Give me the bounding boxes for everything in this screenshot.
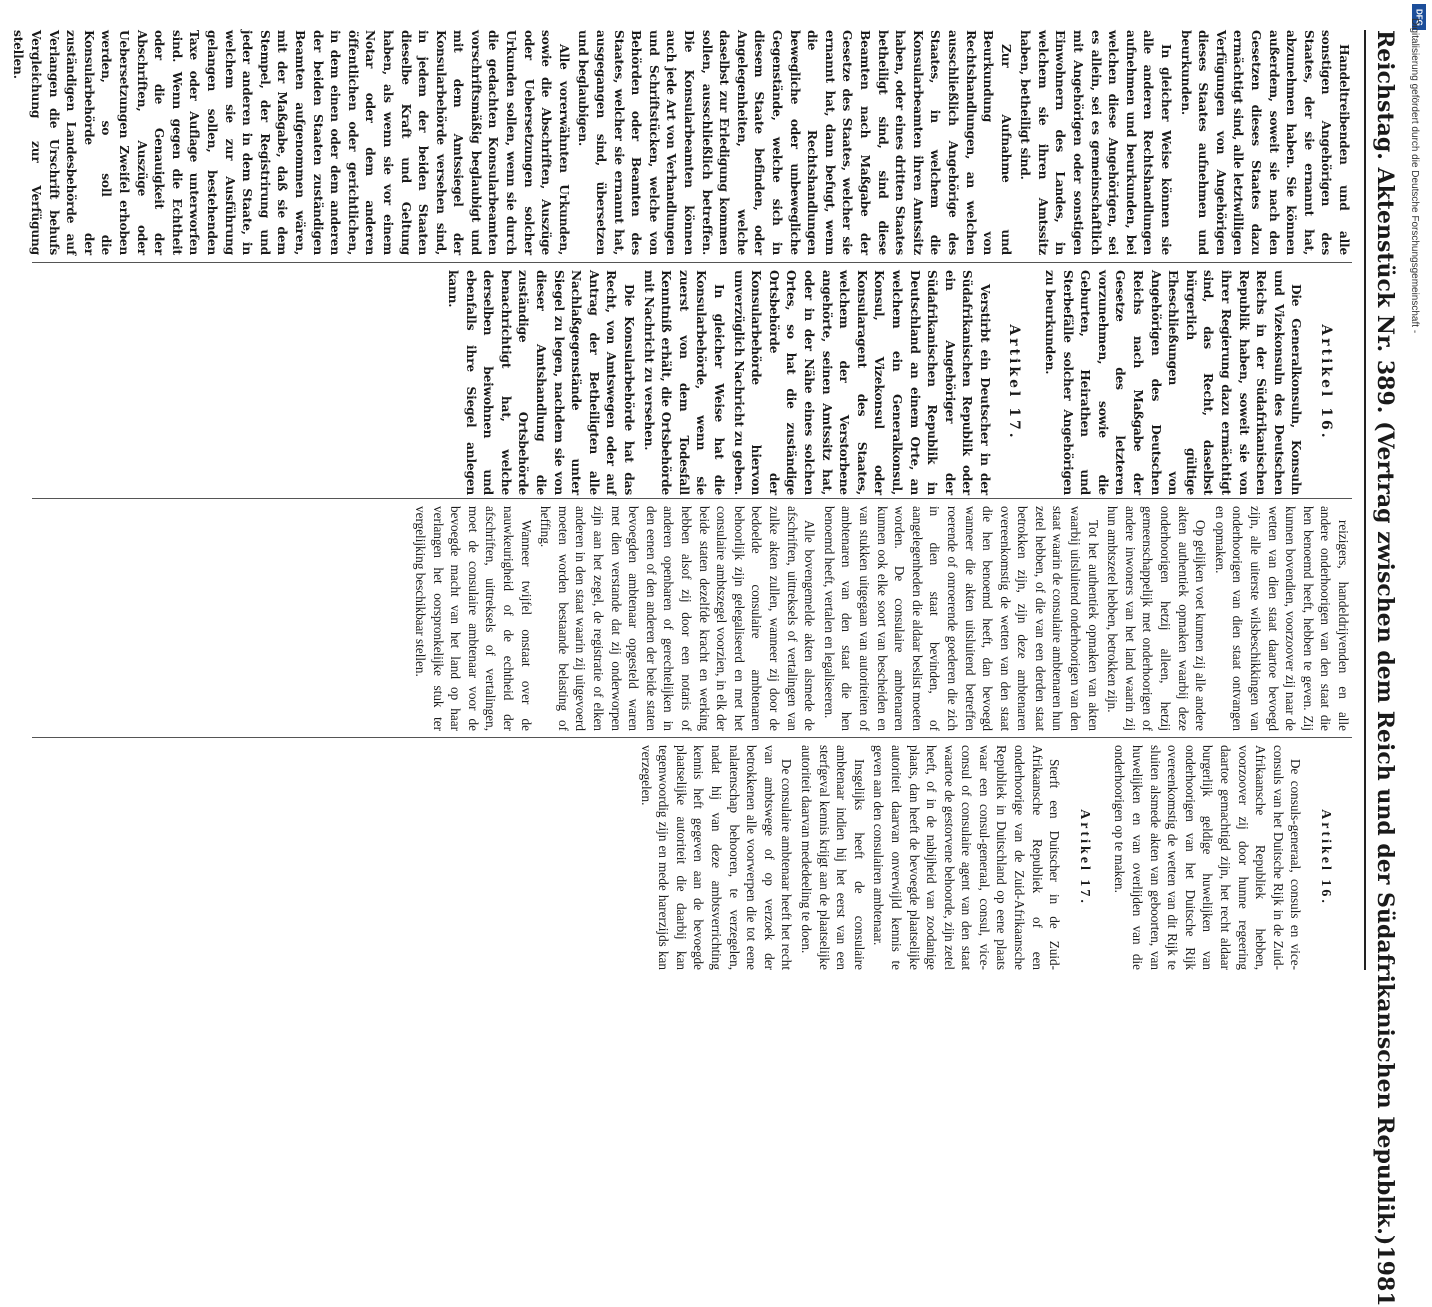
paragraph: Op gelijken voet kunnen zij alle andere akten authentiek opmaken waarbij deze onderhoorigen hetzij alleen, hetzij gemeenschappelijk met onderhoorigen of andere inwoners van het land waarin zij hun ambtszetel hebben, betrokken zijn.: [1105, 506, 1209, 731]
digitization-credit: [1404, 18, 1424, 978]
paragraph: Alle vorerwähnten Urkunden, sowie die Abschriften, Auszüge oder Uebersetzungen solcher Urkunden sollen, wenn sie durch die gedachten Konsularbeamten vorschriftsmäßig beglaubigt und mit dem Amtssiegel der Konsularbehörde versehen sind, in jedem der beiden Staaten dieselbe Kraft und Geltung haben, als wenn sie vor einem Notar oder dem anderen öffentlichen oder gerichtlichen, in dem einen oder dem anderen der beiden Staaten zuständigen Beamten aufgenommen wären, mit der Maßgabe, daß sie dem Stempel, der Registrirung und jeder anderen in dem Staate, in welchem sie zur Ausführung gelangen sollen, bestehenden Taxe oder Auflage unterworfen sind. Wenn gegen die Echtheit oder die Genauigkeit der Abschriften, Auszüge oder Uebersetzungen Zweifel erhoben werden, so soll die Konsularbehörde der zuständigen Landesbehörde auf Verlangen die Urschrift behufs Vergleichung zur Verfügung stellen.: [11, 30, 571, 255]
paragraph: Die Generalkonsuln, Konsuln und Vizekonsuln des Deutschen Reichs in der Südafrikanischen Republik haben, soweit sie von ihrer Regierung dazu ermächtigt sind, das Recht, daselbst bürgerlich gültige Eheschließungen von Angehörigen des Deutschen Reichs nach Maßgabe der Gesetze des letzteren vorzunehmen, sowie die Geburten, Heirathen und Sterbefälle solcher Angehörigen zu beurkunden.: [1043, 270, 1304, 495]
paragraph: Handeltreibenden und alle sonstigen Angehörigen des Staates, der sie ernannt hat, abzunehmen haben. Sie können außerdem, soweit sie nach den Gesetzen dieses Staates dazu ermächtigt sind, alle letztwilligen Verfügungen von Angehörigen dieses Staates aufnehmen und beurkunden.: [1178, 30, 1351, 255]
column-dutch-1: [32, 506, 1352, 731]
paragraph: Tot het authentiek opmaken van akten waarbij uitsluitend onderhoorigen van den staat waarin de consulaire ambtenaren hun zetel hebben, of die van een derden staat betrokken zijn, zijn deze ambtenaren overeenkomstig de wetten van den staat die hen benoemd heeft, dan bevoegd wanneer die akten uitsluitend betreffen roerende of onroerende goederen die zich in dien staat bevinden, of aangelegenheden die aldaar beslist moeten worden. De consulaire ambtenaren kunnen ook elke soort van bescheiden en van stukken uitgegaan van autoriteiten of ambtenaren van den staat die hen benoemd heeft, vertalen en legaliseeren.: [821, 506, 1101, 731]
paragraph: Insgelijks heeft de consulaire ambtenaar indien hij het eerst van een sterfgeval kennis krijgt aan de plaatselijke autoriteit daarvan mededeeling te doen.: [798, 745, 867, 970]
paragraph: De consuls-generaal, consuls en vice-consuls van het Duitsche Rijk in de Zuid-Afrikaansche Republiek hebben, voorzoover zij door hunne regeering daartoe gemachtigd zijn, het recht aldaar burgerlijk geldige huwelijken van onderhoorigen van het Duitsche Rijk overeenkomstig de wetten van dit Rijk te sluiten alsmede akten van geboorten, van huwelijken en van overlijden van die onderhoorigen op te maken.: [1112, 745, 1304, 970]
dfg-logo: DFG: [1412, 4, 1426, 30]
column-rule: [32, 262, 1352, 263]
column-rule: [32, 498, 1352, 499]
page-number: 1981: [1372, 1245, 1398, 1307]
credit-text: Digitalisierung gefördert durch die Deutsche Forschungsgemeinschaft -: [1409, 18, 1420, 334]
article-heading: Artikel 17.: [1006, 324, 1023, 441]
article-heading: Artikel 17.: [1076, 809, 1092, 906]
paragraph: In gleicher Weise können sie alle anderen Rechtshandlungen aufnehmen und beurkunden, bei welchen diese Angehörigen, sei es allein, sei es gemeinschaftlich mit Angehörigen oder sonstigen Einwohnern des Landes, in welchem sie ihren Amtssitz haben, betheiligt sind.: [1018, 30, 1174, 255]
paragraph: reizigers, handeldrijvenden en alle andere onderhoorigen van den staat die hen benoemd heeft, hebben te geven. Zij kunnen bovendien, voorzoover zij naar de wetten van dien staat daartoe bevoegd zijn, alle uiterste wilsbeschikkingen van onderhoorigen van dien staat ontvangen en opmaken.: [1212, 506, 1351, 731]
paragraph: Die Konsularbehörde hat das Recht, von Amtswegen oder auf Antrag der Betheiligten alle Nachlaßgegenstände unter Siegel zu legen, nachdem sie von dieser Amtshandlung die zuständige Ortsbehörde benachrichtigt hat, welche derselben beiwohnen und ebenfalls ihre Siegel anlegen kann.: [446, 270, 637, 495]
paragraph: Verstirbt ein Deutscher in der Südafrikanischen Republik oder ein Angehöriger der Südafrikanischen Republik in Deutschland an einem Orte, an welchem ein Generalkonsul, Konsul, Vizekonsul oder Konsularagent des Staates, welchem der Verstorbene angehörte, seinen Amtssitz hat, oder in der Nähe eines solchen Ortes, so hat die zuständige Ortsbehörde der Konsularbehörde hiervon unverzüglich Nachricht zu geben.: [731, 270, 992, 495]
paragraph: In gleicher Weise hat die Konsularbehörde, wenn sie zuerst von dem Todesfall Kenntniß erhält, die Ortsbehörde mit Nachricht zu versehen.: [641, 270, 726, 495]
column-german-1: [11, 30, 1352, 255]
column-rule: [32, 737, 1352, 738]
column-german-2: [32, 270, 1352, 495]
text-columns: [11, 30, 1352, 970]
running-title: Reichstag. Aktenstück Nr. 389. (Vertrag zwischen dem Reich und der Südafrikanischen Republik.): [1372, 30, 1398, 1246]
paragraph: De consulaire ambtenaar heeft het recht van ambtswege of op verzoek der betrokkenen alle voorwerpen die tot eene nalatenschap behooren, te verzegelen, nadat hij van deze ambtsverrichting kennis heft gegeven aan de bevoegde plaatselijke autoriteit die daarbij kan tegenwoordig zijn en mede harerzijds kan verzegelen.: [638, 745, 795, 970]
column-dutch-2: [32, 745, 1352, 970]
article-heading: Artikel 16.: [1318, 809, 1333, 906]
paragraph: Zur Aufnahme und Beurkundung von Rechtshandlungen, an welchen ausschließlich Angehörige des Staates, in welchem die Konsularbeamten ihren Amtssitz haben, oder eines dritten Staates betheiligt sind, sind diese Beamten nach Maßgabe der Gesetze des Staates, welcher sie ernannt hat, dann befugt, wenn die Rechtshandlungen bewegliche oder unbewegliche Gegenstände, welche sich in diesem Staate befinden, oder Angelegenheiten, welche daselbst zur Erledigung kommen sollen, ausschließlich betreffen. Die Konsularbeamten können auch jede Art von Verhandlungen und Schriftstücken, welche von Behörden oder Beamten des Staates, welcher sie ernannt hat, ausgegangen sind, übersetzen und beglaubigen.: [576, 30, 1013, 255]
paragraph: Wanneer twijfel onstaat over de nauwkeurigheid of de echtheid der afschriften, uittreksels of vertalingen, moet de consulaire ambtenaar voor de bevoegde macht van het land op haar verlangen het oorspronkelijke stuk ter vergelijking beschikbaar stellen.: [413, 506, 534, 731]
rotated-document-page: [11, 30, 1414, 1307]
article-heading: Artikel 16.: [1318, 324, 1334, 441]
paragraph: Alle bovengemelde akten alsmede de afschriften, uittreksels of vertalingen van zulke akten zullen, wanneer zij door de bedoelde consulaire ambtenaren behoorlijk zijn gelegaliseerd en met het consulaire ambtszegel voorzien, in elk der beide staten dezelfde kracht en werking hebben alsof zij door een notaris of anderen openbaren of gerechtelijken in den eenen of den anderen der beide staten bevoegden ambtenaar opgesteld waren met dien verstande dat zij onderworpen zijn aan het zegel, de registratie of elken anderen in den staat waarin zij uitgevoerd moeten worden bestaande belasting of heffing.: [538, 506, 818, 731]
paragraph: Sterft een Duitscher in de Zuid-Afrikaansche Republiek of een onderhoorige van de Zuid-Afrikaansche Republiek in Duitschland op eene plaats waar een consul-generaal, consul, vice-consul of consulaire agent van den staat waartoe de gestorvene behoorde, zijn zetel heeft, of in de nabijheid van zoodanige plaats, dan heeft de bevoegde plaatselijke autoriteit daarvan onverwijld kennis te geven aan den consulairen ambtenaar.: [871, 745, 1063, 970]
